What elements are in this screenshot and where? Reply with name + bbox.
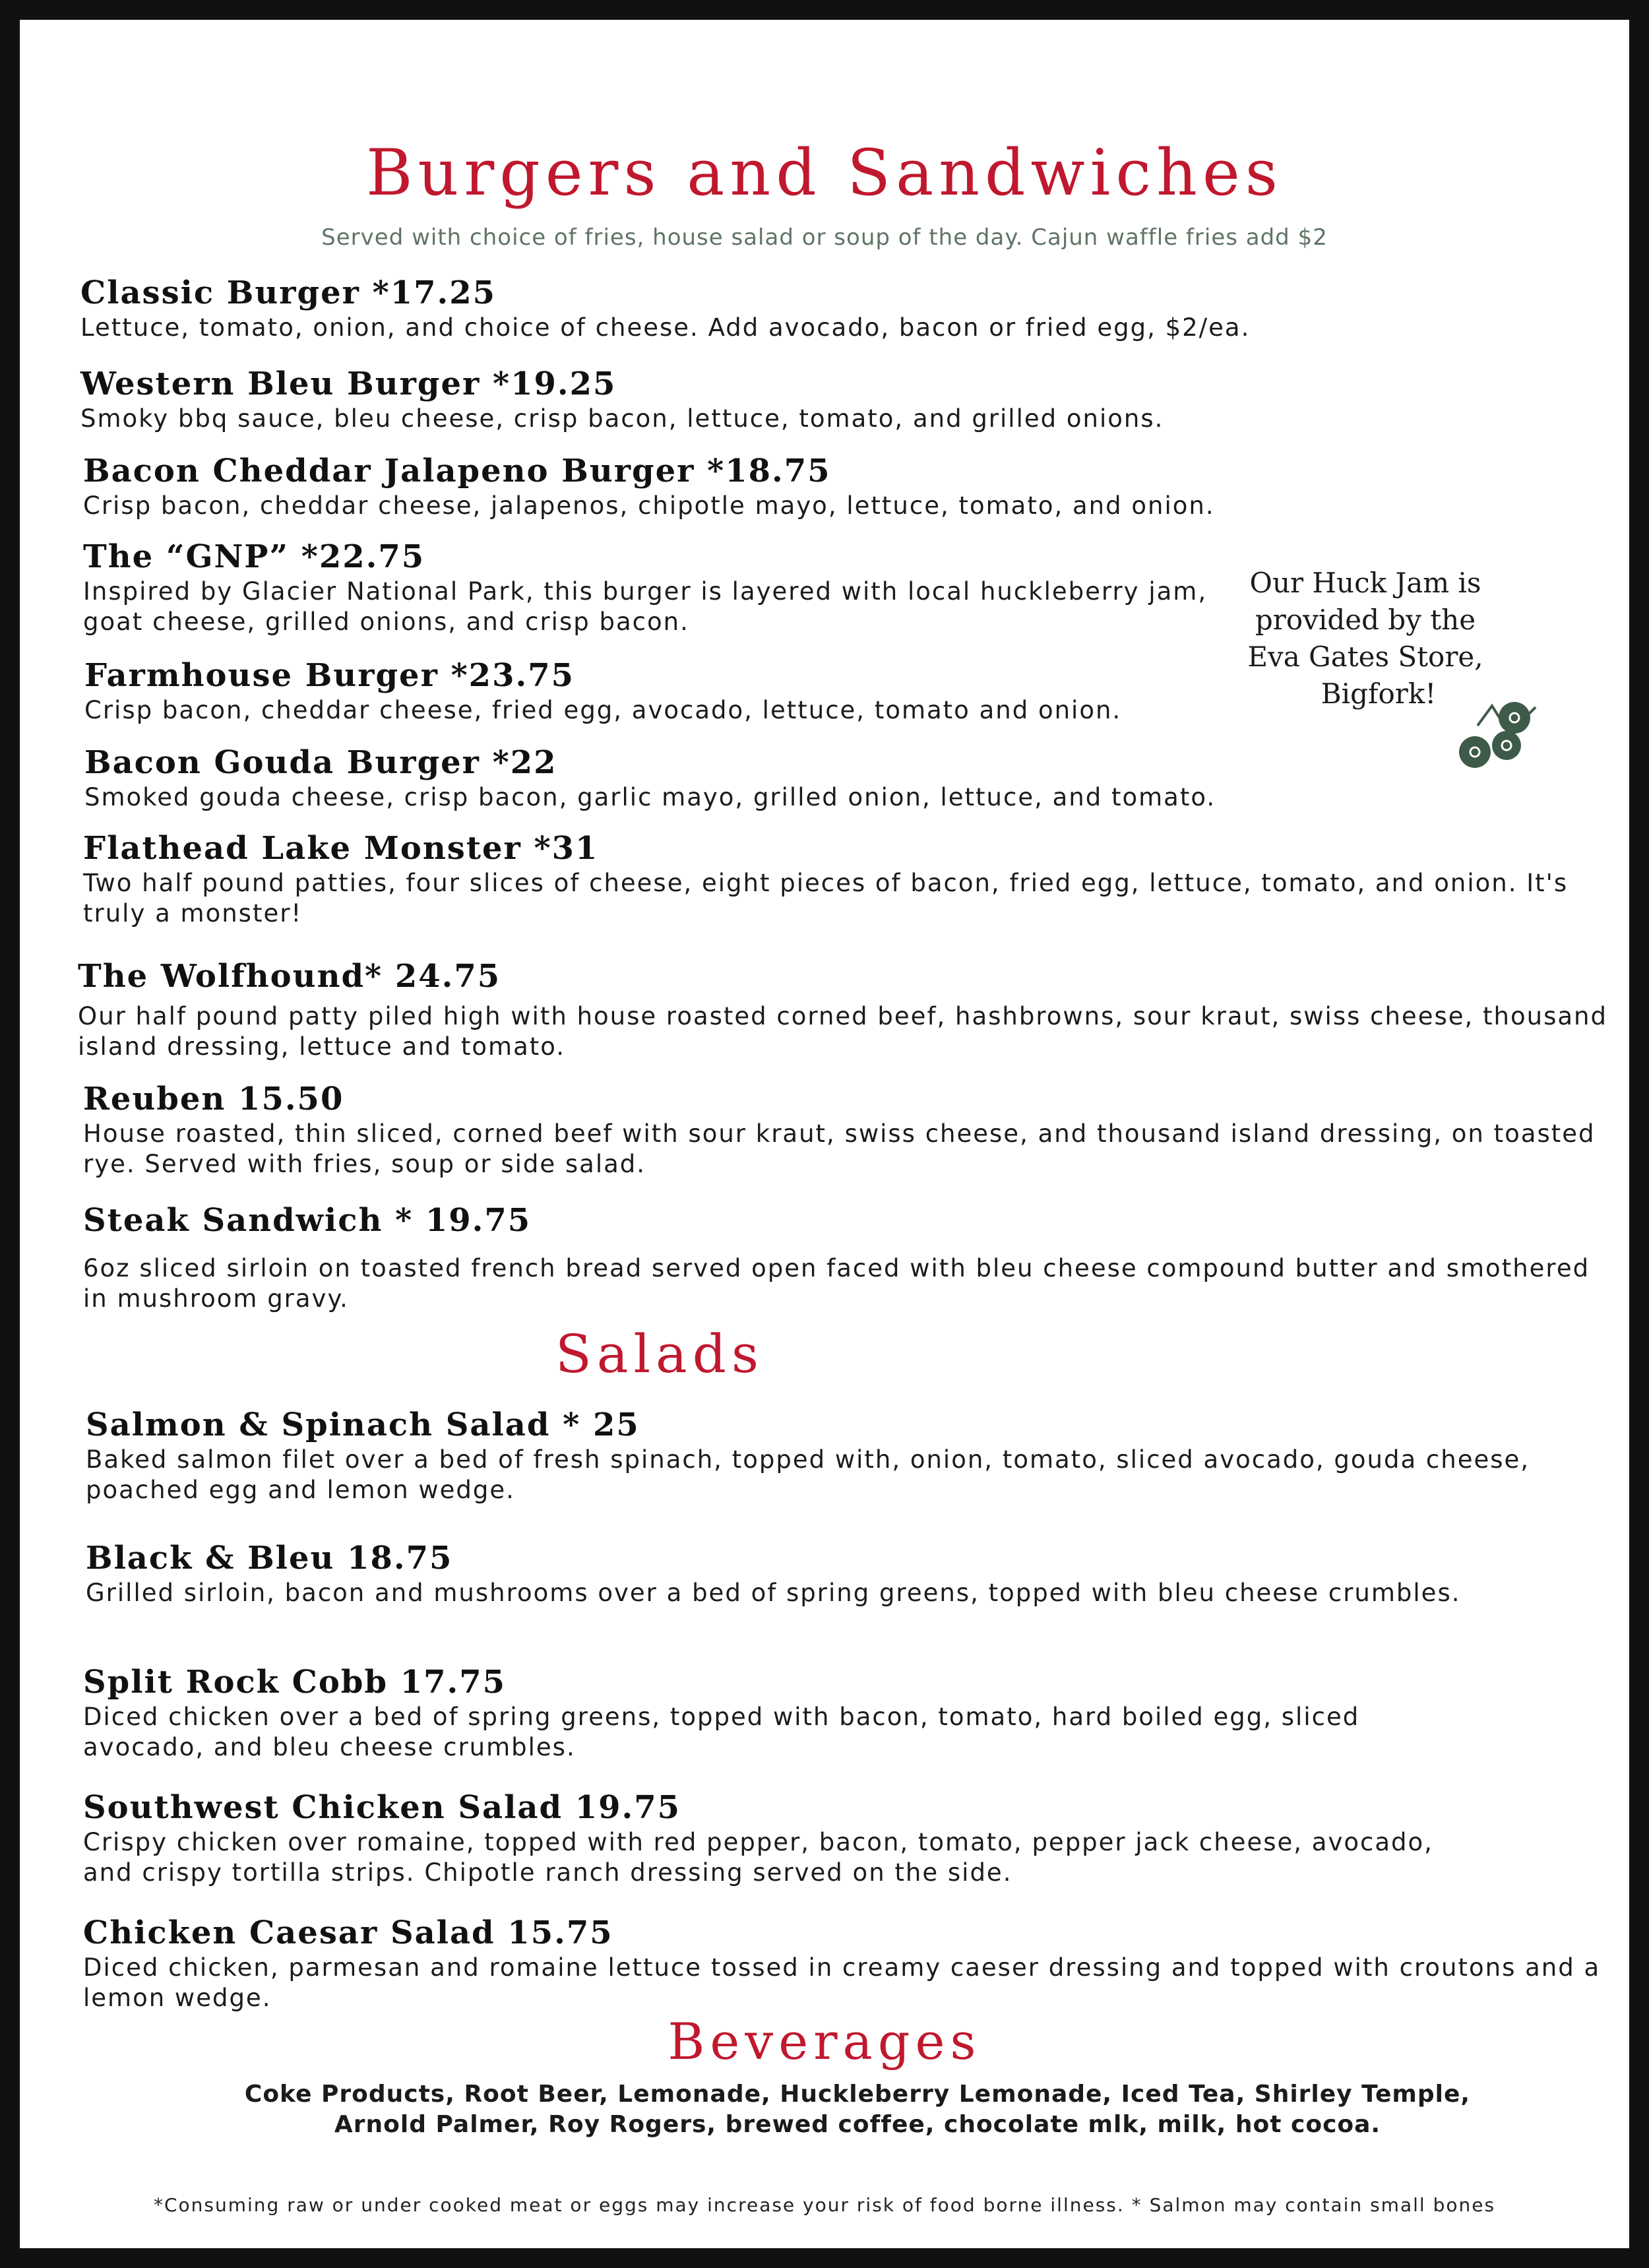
huck-jam-line-1: Our Huck Jam is: [1249, 567, 1481, 599]
menu-item-western-bleu-burger: [80, 364, 1617, 434]
item-name: Classic Burger *17.25: [80, 274, 497, 311]
item-description: 6oz sliced sirloin on toasted french bread served open faced with bleu cheese compound butter and smothered in mushroom gravy.: [83, 1254, 1590, 1313]
item-name: Farmhouse Burger *23.75: [84, 657, 575, 694]
huck-jam-line-3: Eva Gates Store,: [1247, 641, 1483, 673]
huckleberry-icon: [1451, 693, 1543, 778]
menu-item-classic-burger: [80, 273, 1617, 343]
beverages-list: Coke Products, Root Beer, Lemonade, Huckleberry Lemonade, Iced Tea, Shirley Temple, Arnold Palmer, Roy Rogers, brewed coffee, chocolate mlk, milk, hot cocoa.: [244, 2081, 1471, 2138]
menu-item-farmhouse-burger: [84, 656, 1272, 726]
item-description: House roasted, thin sliced, corned beef with sour kraut, swiss cheese, and thousand island dressing, on toasted rye. Served with fries, soup or side salad.: [83, 1119, 1596, 1178]
item-description: Crispy chicken over romaine, topped with red pepper, bacon, tomato, pepper jack cheese, avocado, and crispy tortilla strips. Chipotle ranch dressing served on the side.: [83, 1828, 1433, 1887]
item-description: Smoked gouda cheese, crisp bacon, garlic mayo, grilled onion, lettuce, and tomato.: [84, 783, 1216, 811]
beverages-title: Beverages: [668, 2012, 981, 2071]
item-description: Lettuce, tomato, onion, and choice of cheese. Add avocado, bacon or fried egg, $2/ea.: [80, 313, 1251, 342]
huck-jam-line-2: provided by the: [1255, 604, 1476, 636]
menu-item-black-and-bleu: [86, 1538, 1623, 1608]
item-description: Smoky bbq sauce, bleu cheese, crisp bacon, lettuce, tomato, and grilled onions.: [80, 404, 1164, 433]
item-description: Our half pound patty piled high with house roasted corned beef, hashbrowns, sour kraut, swiss cheese, thousand island dressing, lettuce and tomato.: [78, 1002, 1607, 1061]
item-description: Crisp bacon, cheddar cheese, jalapenos, chipotle mayo, lettuce, tomato, and onion.: [83, 491, 1215, 520]
item-name: Western Bleu Burger *19.25: [80, 365, 617, 402]
menu-item-the-wolfhound: [78, 957, 1615, 1062]
burgers-title: Burgers and Sandwiches: [365, 136, 1284, 210]
health-disclaimer: *Consuming raw or under cooked meat or eggs may increase your risk of food borne illness. * Salmon may contain small bones: [153, 2194, 1496, 2216]
menu-item-southwest-chicken-salad: [83, 1788, 1620, 1888]
menu-item-gnp-burger: [83, 537, 1270, 637]
item-name: Black & Bleu 18.75: [86, 1540, 453, 1577]
menu-item-bacon-cheddar-jalapeno-burger: [83, 451, 1620, 521]
menu-item-salmon-spinach-salad: [86, 1405, 1623, 1505]
menu-item-split-rock-cobb: [83, 1662, 1620, 1763]
item-name: The “GNP” *22.75: [83, 538, 425, 575]
item-description: Diced chicken, parmesan and romaine lettuce tossed in creamy caeser dressing and topped with croutons and a lemon wedge.: [83, 1953, 1601, 2012]
item-name: Chicken Caesar Salad 15.75: [83, 1914, 613, 1951]
item-name: Salmon & Spinach Salad * 25: [86, 1406, 640, 1443]
huck-jam-line-4: Bigfork!: [1321, 677, 1437, 710]
item-name: Reuben 15.50: [83, 1081, 344, 1118]
huck-jam-note: [1247, 565, 1484, 712]
item-name: Split Rock Cobb 17.75: [83, 1664, 507, 1701]
item-name: Bacon Gouda Burger *22: [84, 744, 557, 781]
item-description: Crisp bacon, cheddar cheese, fried egg, avocado, lettuce, tomato and onion.: [84, 696, 1122, 724]
menu-item-flathead-lake-monster: [83, 829, 1620, 929]
menu-item-steak-sandwich: [83, 1201, 1620, 1314]
item-description: Baked salmon filet over a bed of fresh spinach, topped with, onion, tomato, sliced avocado, gouda cheese, poached egg and lemon wedge.: [86, 1445, 1530, 1504]
item-name: Bacon Cheddar Jalapeno Burger *18.75: [83, 453, 831, 489]
item-description: Grilled sirloin, bacon and mushrooms over a bed of spring greens, topped with bleu cheese crumbles.: [86, 1579, 1461, 1607]
menu-item-reuben: [83, 1079, 1620, 1180]
burgers-subtitle: Served with choice of fries, house salad or soup of the day. Cajun waffle fries add $2: [321, 224, 1328, 251]
item-description: Two half pound patties, four slices of cheese, eight pieces of bacon, fried egg, lettuce, tomato, and onion. It's truly a monster!: [83, 869, 1569, 928]
item-description: Inspired by Glacier National Park, this burger is layered with local huckleberry jam, goat cheese, grilled onions, and crisp bacon.: [83, 577, 1208, 636]
item-name: The Wolfhound* 24.75: [78, 958, 501, 995]
menu-item-chicken-caesar-salad: [83, 1913, 1620, 2013]
menu-page: [20, 20, 1629, 2248]
item-name: Southwest Chicken Salad 19.75: [83, 1789, 681, 1826]
item-name: Steak Sandwich * 19.75: [83, 1202, 532, 1239]
menu-item-bacon-gouda-burger: [84, 743, 1621, 813]
item-description: Diced chicken over a bed of spring greens, topped with bacon, tomato, hard boiled egg, sliced avocado, and bleu cheese crumbles.: [83, 1703, 1360, 1761]
item-name: Flathead Lake Monster *31: [83, 830, 599, 867]
salads-title: Salads: [555, 1323, 764, 1385]
